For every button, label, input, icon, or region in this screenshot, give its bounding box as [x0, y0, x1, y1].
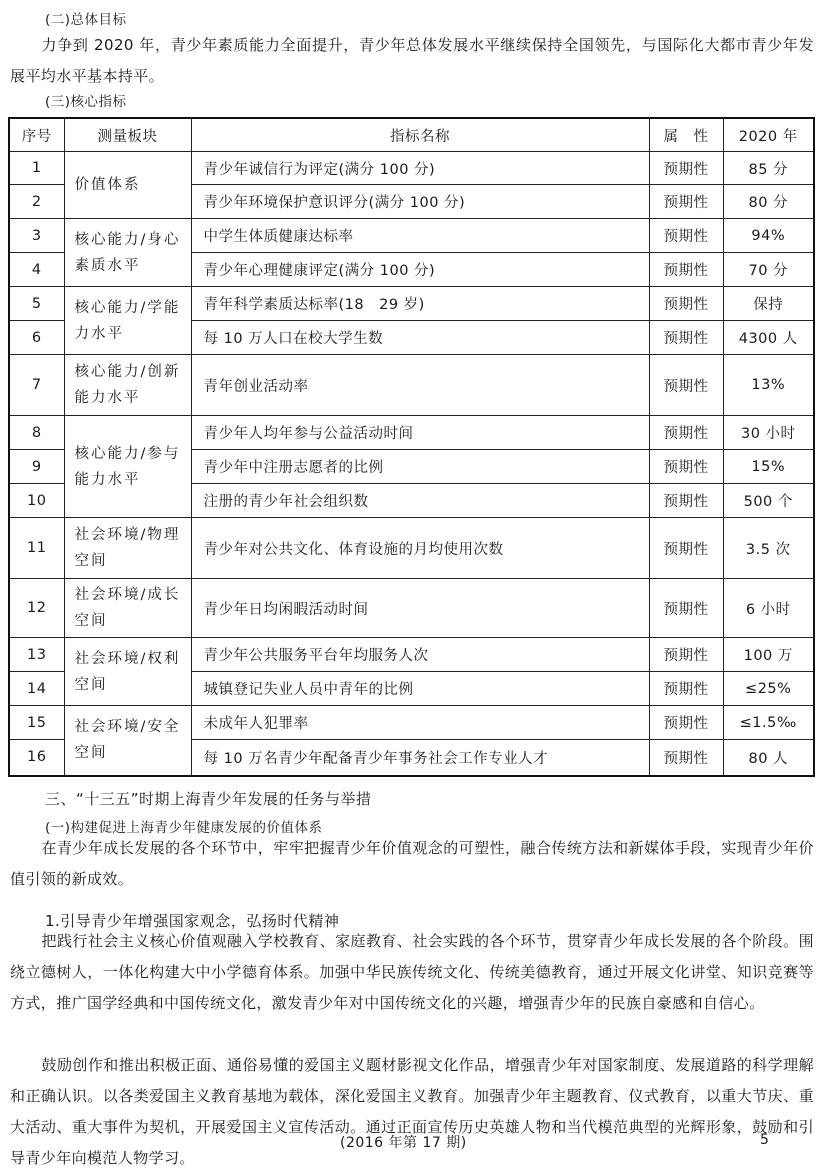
measurement-block: 社会环境/物理空间: [64, 518, 191, 579]
indicator-name: 中学生体质健康达标率: [191, 219, 649, 253]
indicator-name: 青少年公共服务平台年均服务人次: [191, 638, 649, 672]
goal-paragraph: 力争到 2020 年，青少年素质能力全面提升，青少年总体发展水平继续保持全国领先，与国际化大都市青少年发展平均水平基本持平。: [10, 36, 814, 85]
table-row: [9, 219, 814, 253]
indicator-name: 每 10 万人口在校大学生数: [191, 321, 649, 355]
row-index: 16: [9, 740, 64, 776]
indicator-attribute: 预期性: [649, 450, 723, 484]
indicator-name: 未成年人犯罪率: [191, 706, 649, 740]
section-3-subheading: (一)构建促进上海青少年健康发展的价值体系: [45, 820, 323, 836]
row-index: 13: [9, 638, 64, 672]
indicator-name: 城镇登记失业人员中青年的比例: [191, 672, 649, 706]
indicator-attribute: 预期性: [649, 518, 723, 579]
indicator-attribute: 预期性: [649, 287, 723, 321]
row-index: 11: [9, 518, 64, 579]
target-2020: 6 小时: [723, 579, 814, 638]
row-index: 7: [9, 355, 64, 416]
indicator-attribute: 预期性: [649, 484, 723, 518]
target-2020: 4300 人: [723, 321, 814, 355]
indicator-name: 青少年心理健康评定(满分 100 分): [191, 253, 649, 287]
row-index: 1: [9, 152, 64, 185]
target-2020: 保持: [723, 287, 814, 321]
indicator-attribute: 预期性: [649, 579, 723, 638]
table-header-row: [9, 118, 814, 152]
measurement-block: 社会环境/安全空间: [64, 706, 191, 776]
measurement-block: 核心能力/身心素质水平: [64, 219, 191, 287]
target-2020: 3.5 次: [723, 518, 814, 579]
indicator-attribute: 预期性: [649, 638, 723, 672]
indicator-name: 青少年日均闲暇活动时间: [191, 579, 649, 638]
footer-issue: (2016 年第 17 期): [340, 1135, 467, 1151]
table-row: [9, 706, 814, 740]
target-2020: 30 小时: [723, 416, 814, 450]
paragraph-1: 在青少年成长发展的各个环节中，牢牢把握青少年价值观念的可塑性，融合传统方法和新媒体手段，实现青少年价值引领的新成效。: [10, 839, 814, 888]
indicator-attribute: 预期性: [649, 321, 723, 355]
header-block: 测量板块: [64, 118, 191, 152]
table-row: [9, 518, 814, 579]
target-2020: 85 分: [723, 152, 814, 185]
section-3-title: 三、“十三五”时期上海青少年发展的任务与举措: [45, 790, 372, 808]
indicator-attribute: 预期性: [649, 219, 723, 253]
row-index: 6: [9, 321, 64, 355]
indicator-name: 青年科学素质达标率(18 29 岁): [191, 287, 649, 321]
measurement-block: 社会环境/成长空间: [64, 579, 191, 638]
indicator-name: 青少年中注册志愿者的比例: [191, 450, 649, 484]
table-row: [9, 152, 814, 185]
indicator-name: 青少年诚信行为评定(满分 100 分): [191, 152, 649, 185]
row-index: 4: [9, 253, 64, 287]
paragraph-3: 鼓励创作和推出积极正面、通俗易懂的爱国主义题材影视文化作品，增强青少年对国家制度、发展道路的科学理解和正确认识。以各类爱国主义教育基地为载体，深化爱国主义教育。加强青少年主题教育、仪式教育，以重大节庆、重大活动、重大事件为契机，开展爱国主义宣传活动。通过正面宣传历史英雄人物和当代模范典型的光辉形象，鼓励和引导青少年向模范人物学习。: [10, 1056, 814, 1167]
indicator-name: 注册的青少年社会组织数: [191, 484, 649, 518]
item-1-title: 1.引导青少年增强国家观念，弘扬时代精神: [45, 912, 340, 930]
paragraph-2: 把践行社会主义核心价值观融入学校教育、家庭教育、社会实践的各个环节，贯穿青少年成长发展的各个阶段。围绕立德树人，一体化构建大中小学德育体系。加强中华民族传统文化、传统美德教育，通过开展文化讲堂、知识竞赛等方式，推广国学经典和中国传统文化，激发青少年对中国传统文化的兴趣，增强青少年的民族自豪感和自信心。: [10, 932, 814, 1012]
heading-overall-goal: (二)总体目标: [45, 12, 127, 28]
indicator-attribute: 预期性: [649, 672, 723, 706]
table-row: [9, 579, 814, 638]
page-number: 5: [760, 1132, 770, 1148]
row-index: 12: [9, 579, 64, 638]
row-index: 8: [9, 416, 64, 450]
indicator-attribute: 预期性: [649, 740, 723, 776]
row-index: 10: [9, 484, 64, 518]
target-2020: 500 个: [723, 484, 814, 518]
target-2020: ≤1.5‰: [723, 706, 814, 740]
indicator-attribute: 预期性: [649, 706, 723, 740]
header-2020: 2020 年: [723, 118, 814, 152]
row-index: 9: [9, 450, 64, 484]
target-2020: 13%: [723, 355, 814, 416]
row-index: 5: [9, 287, 64, 321]
target-2020: 100 万: [723, 638, 814, 672]
indicator-name: 每 10 万名青少年配备青少年事务社会工作专业人才: [191, 740, 649, 776]
measurement-block: 核心能力/创新能力水平: [64, 355, 191, 416]
target-2020: 94%: [723, 219, 814, 253]
indicator-name: 青少年人均年参与公益活动时间: [191, 416, 649, 450]
indicator-name: 青少年对公共文化、体育设施的月均使用次数: [191, 518, 649, 579]
measurement-block: 社会环境/权利空间: [64, 638, 191, 706]
row-index: 14: [9, 672, 64, 706]
target-2020: 70 分: [723, 253, 814, 287]
table-row: [9, 355, 814, 416]
target-2020: 80 人: [723, 740, 814, 776]
table-row: [9, 416, 814, 450]
indicator-name: 青年创业活动率: [191, 355, 649, 416]
target-2020: 80 分: [723, 185, 814, 219]
row-index: 15: [9, 706, 64, 740]
header-attribute: 属 性: [649, 118, 723, 152]
target-2020: ≤25%: [723, 672, 814, 706]
indicator-attribute: 预期性: [649, 355, 723, 416]
row-index: 2: [9, 185, 64, 219]
indicator-name: 青少年环境保护意识评分(满分 100 分): [191, 185, 649, 219]
core-indicators-table: [8, 117, 815, 777]
indicator-attribute: 预期性: [649, 185, 723, 219]
heading-core-indicators: (三)核心指标: [45, 94, 127, 110]
measurement-block: 核心能力/参与能力水平: [64, 416, 191, 518]
indicator-attribute: 预期性: [649, 416, 723, 450]
row-index: 3: [9, 219, 64, 253]
table-row: [9, 638, 814, 672]
indicator-attribute: 预期性: [649, 152, 723, 185]
target-2020: 15%: [723, 450, 814, 484]
indicator-attribute: 预期性: [649, 253, 723, 287]
measurement-block: 价值体系: [64, 152, 191, 219]
measurement-block: 核心能力/学能力水平: [64, 287, 191, 355]
header-index: 序号: [9, 118, 64, 152]
header-indicator: 指标名称: [191, 118, 649, 152]
table-row: [9, 287, 814, 321]
